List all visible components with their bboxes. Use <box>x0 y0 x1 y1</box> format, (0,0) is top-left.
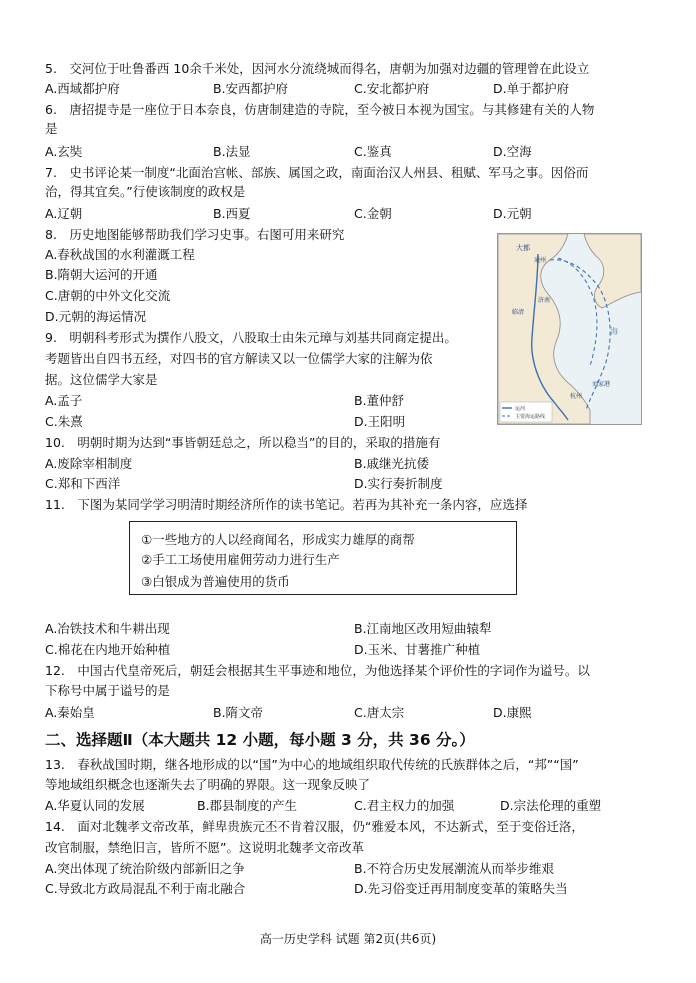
q13-option-b[interactable]: B.郡县制度的产生 <box>197 798 298 813</box>
q8-option-c[interactable]: C.唐朝的中外文化交流 <box>45 288 171 303</box>
map-label-tongzhou: 通州 <box>534 257 547 264</box>
q11-option-c[interactable]: C.棉花在内地开始种植 <box>45 642 171 657</box>
q14-option-a[interactable]: A.突出体现了统治阶级内部新旧之争 <box>45 861 245 876</box>
q7-option-c[interactable]: C.金朝 <box>354 206 392 221</box>
q7-option-d[interactable]: D.元朝 <box>493 206 532 221</box>
q9-option-a[interactable]: A.孟子 <box>45 393 83 408</box>
note-item-3: ③白银成为普遍使用的货币 <box>141 574 290 589</box>
q14-option-b[interactable]: B.不符合历史发展潮流从而举步维艰 <box>354 861 555 876</box>
section-2-heading: 二、选择题Ⅱ（本大题共 12 小题，每小题 3 分，共 36 分。） <box>45 731 475 749</box>
q13-option-c[interactable]: C.君主权力的加强 <box>354 798 455 813</box>
page-footer: 高一历史学科 试题 第2页(共6页) <box>259 932 437 946</box>
map-label-dadu: 大都 <box>516 244 530 252</box>
q8-option-d[interactable]: D.元朝的海运情况 <box>45 309 147 324</box>
q6-option-d[interactable]: D.空海 <box>493 144 532 159</box>
q7-option-b[interactable]: B.西夏 <box>213 206 251 221</box>
question-5-stem: 5. 交河位于吐鲁番西 10余千米处，因河水分流绕城而得名，唐朝为加强对边疆的管理曾在此设立 <box>45 61 590 76</box>
q6-option-b[interactable]: B.法显 <box>213 144 251 159</box>
question-6-stem-line1: 6. 唐招提寺是一座位于日本奈良，仿唐制建造的寺院，至今被日本视为国宝。与其修建有关的人物 <box>45 102 595 117</box>
q7-option-a[interactable]: A.辽朝 <box>45 206 83 221</box>
q5-option-d[interactable]: D.单于都护府 <box>493 81 570 96</box>
question-13-stem-line1: 13. 春秋战国时期，继各地形成的以“国”为中心的地域组织取代传统的氏族群体之后，“邦”“国” <box>45 757 579 772</box>
map-label-sea: 海 <box>610 327 618 336</box>
q10-option-d[interactable]: D.实行奏折制度 <box>354 476 443 491</box>
q11-option-d[interactable]: D.玉米、甘薯推广种植 <box>354 642 481 657</box>
question-9-stem-line2: 考题皆出自四书五经，对四书的官方解读又以一位儒学大家的注解为依 <box>45 351 433 366</box>
q12-option-c[interactable]: C.唐太宗 <box>354 705 405 720</box>
question-6-stem-line2: 是 <box>45 121 58 136</box>
question-12-stem-line2: 下称号中属于谥号的是 <box>45 683 171 698</box>
question-9-stem-line1: 9. 明朝科考形式为撰作八股文，八股取士由朱元璋与刘基共同商定提出。 <box>45 330 457 345</box>
map-legend-canal: 运河 <box>515 406 526 412</box>
question-10-stem: 10. 明朝时期为达到“事皆朝廷总之，所以稳当”的目的，采取的措施有 <box>45 435 441 450</box>
question-7-stem-line1: 7. 史书评论某一制度“北面治宫帐、部族、属国之政，南面治汉人州县、租赋、军马之事。因俗而 <box>45 165 589 180</box>
q5-option-a[interactable]: A.西域都护府 <box>45 81 120 96</box>
question-14-stem-line1: 14. 面对北魏孝文帝改革，鲜卑贵族元丕不肯着汉服，仍“雅爱本风，不达新式，至于变俗迁洛， <box>45 819 584 834</box>
q9-option-c[interactable]: C.朱熹 <box>45 414 83 429</box>
q11-option-b[interactable]: B.江南地区改用短曲辕犁 <box>354 621 492 636</box>
note-item-2: ②手工工场使用雇佣劳动力进行生产 <box>141 552 340 567</box>
q10-option-c[interactable]: C.郑和下西洋 <box>45 476 121 491</box>
question-9-stem-line3: 据。这位儒学大家是 <box>45 372 158 387</box>
q8-option-a[interactable]: A.春秋战国的水利灌溉工程 <box>45 247 195 262</box>
q13-option-d[interactable]: D.宗法伦理的重塑 <box>500 798 602 813</box>
q13-option-a[interactable]: A.华夏认同的发展 <box>45 798 145 813</box>
question-12-stem-line1: 12. 中国古代皇帝死后，朝廷会根据其生平事迹和地位，为他选择某个评价性的字词作为谥号。以 <box>45 663 590 678</box>
question-14-stem-line2: 改官制服，禁绝旧言，皆所不愿”。这说明北魏孝文帝改革 <box>45 840 364 855</box>
q6-option-c[interactable]: C.鉴真 <box>354 144 392 159</box>
map-label-liujiagang: 刘家港 <box>592 381 611 388</box>
q14-option-c[interactable]: C.导致北方政局混乱不利于南北融合 <box>45 881 246 896</box>
q14-option-d[interactable]: D.先习俗变迁再用制度变革的策略失当 <box>354 881 568 896</box>
map-label-hangzhou: 杭州 <box>570 393 583 400</box>
question-11-stem: 11. 下图为某同学学习明清时期经济所作的读书笔记。若再为其补充一条内容，应选择 <box>45 497 528 512</box>
question-8-stem: 8. 历史地图能够帮助我们学习史事。右图可用来研究 <box>45 227 345 242</box>
map-drawing <box>498 234 641 424</box>
q12-option-b[interactable]: B.隋文帝 <box>213 705 264 720</box>
question-7-stem-line2: 治，得其宜矣。”行使该制度的政权是 <box>45 184 246 199</box>
map-label-jinan: 济南 <box>538 297 551 304</box>
grand-canal-sea-route-map <box>497 233 642 425</box>
q9-option-b[interactable]: B.董仲舒 <box>354 393 405 408</box>
q8-option-b[interactable]: B.隋朝大运河的开通 <box>45 267 158 282</box>
q9-option-d[interactable]: D.王阳明 <box>354 414 406 429</box>
q12-option-d[interactable]: D.康熙 <box>493 705 532 720</box>
q5-option-c[interactable]: C.安北都护府 <box>354 81 430 96</box>
question-13-stem-line2: 等地域组织概念也逐渐失去了明确的界限。这一现象反映了 <box>45 777 371 792</box>
q12-option-a[interactable]: A.秦始皇 <box>45 705 95 720</box>
q10-option-b[interactable]: B.戚继光抗倭 <box>354 456 430 471</box>
q6-option-a[interactable]: A.玄奘 <box>45 144 83 159</box>
q11-option-a[interactable]: A.冶铁技术和牛耕出现 <box>45 621 170 636</box>
q10-option-a[interactable]: A.废除宰相制度 <box>45 456 133 471</box>
note-item-1: ①一些地方的人以经商闻名，形成实力雄厚的商帮 <box>141 532 415 547</box>
map-label-linqing: 临清 <box>512 309 525 316</box>
q5-option-b[interactable]: B.安西都护府 <box>213 81 289 96</box>
reading-notes-box <box>129 521 517 595</box>
map-legend-sea-route: 主要海运路线 <box>515 414 546 420</box>
